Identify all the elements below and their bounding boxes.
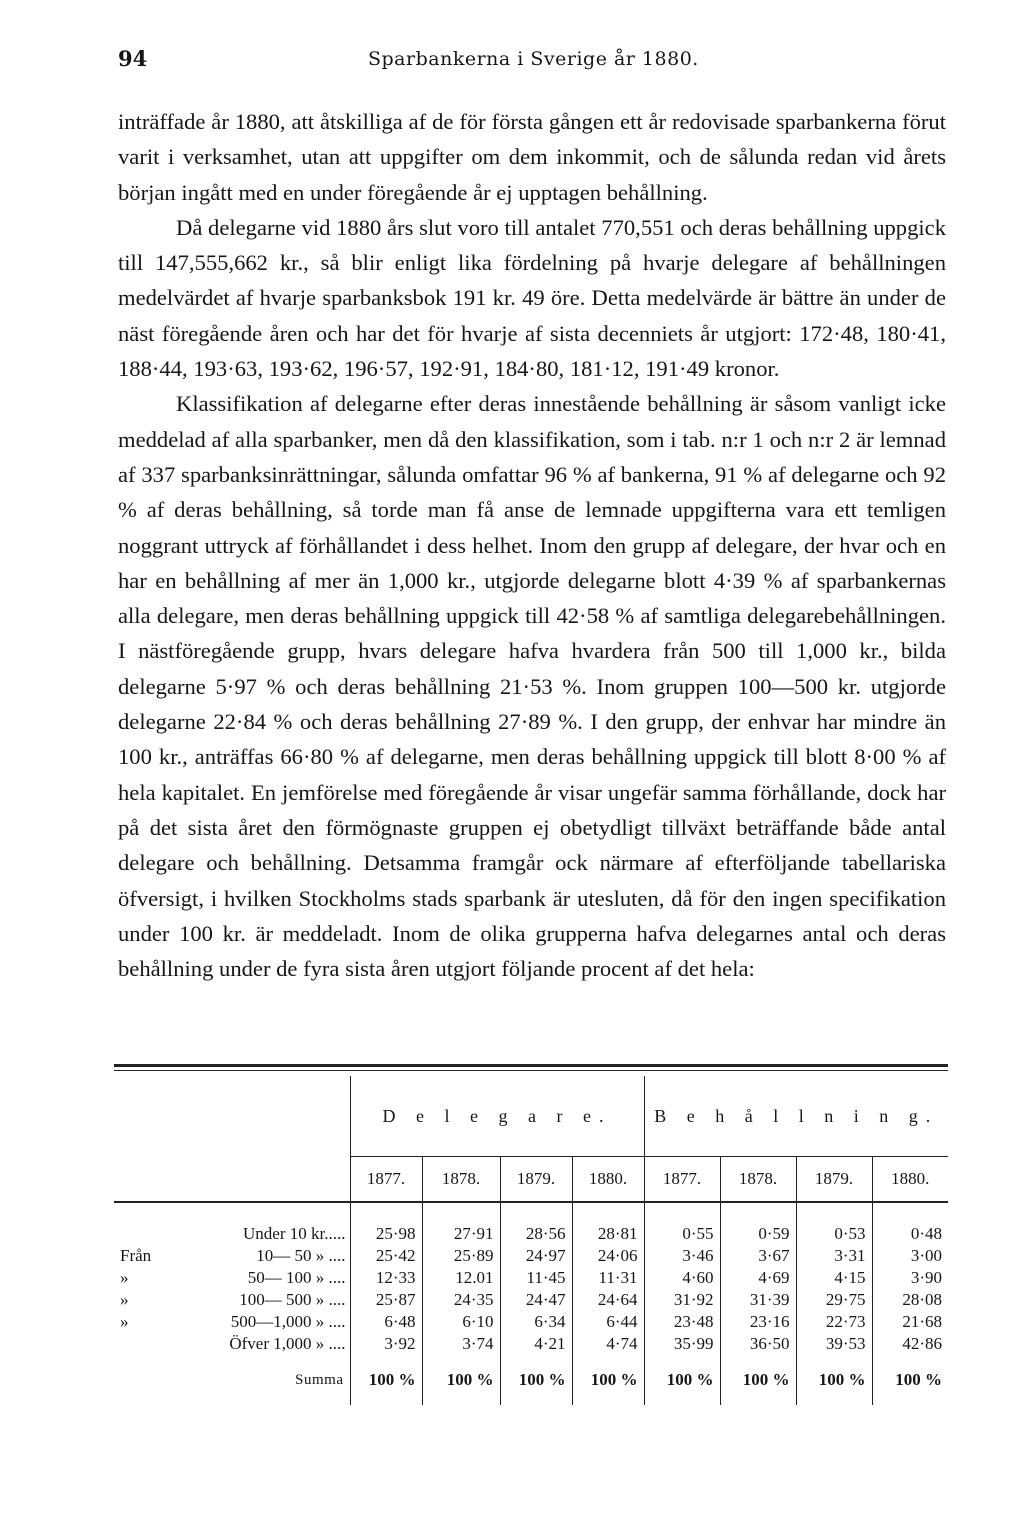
table-cell: 12·33 xyxy=(350,1267,422,1289)
row-label-text: 500—1,000 » .... xyxy=(230,1312,346,1331)
table-cell: 42·86 xyxy=(902,1334,942,1353)
table-cell: 6·34 xyxy=(500,1311,572,1333)
table-cell: 23·48 xyxy=(644,1311,720,1333)
table-cell: 0·59 xyxy=(720,1223,796,1245)
table-cell: 3·92 xyxy=(350,1333,422,1355)
table-cell: 3·46 xyxy=(644,1245,720,1267)
running-title: Sparbankerna i Sverige år 1880. xyxy=(368,48,699,70)
table-cell: 31·39 xyxy=(720,1289,796,1311)
row-label-text: 10— 50 » .... xyxy=(256,1246,346,1265)
row-label xyxy=(114,1289,350,1311)
year-header-row xyxy=(114,1157,948,1203)
table-cell: 3·00 xyxy=(910,1246,942,1265)
summa-cell: 100 % xyxy=(720,1355,796,1405)
summa-cell: 100 % xyxy=(500,1355,572,1405)
table-cell: 22·73 xyxy=(796,1311,872,1333)
table-row xyxy=(114,1267,948,1289)
page-header xyxy=(118,46,918,76)
table-cell: 28·56 xyxy=(500,1223,572,1245)
table-cell: 4·74 xyxy=(572,1333,644,1355)
paragraph-average: Då delegarne vid 1880 års slut voro till antalet 770,551 och deras behållning uppgick till 147,555,662 kr., så blir enligt lika fördelning på hvarje delegare af behållningen medelvärdet af hvarje sparbanksbok 191 kr. 49 öre. Detta medelvärde är bättre än under de näst föregående åren och har det för hvarje af sista decenniets år utgjort: 172·48, 180·41, 188·44, 193·63, 193·62, 196·57, 192·91, 184·80, 181·12, 191·49 kronor. xyxy=(118,214,946,382)
table-cell: 25·89 xyxy=(422,1245,500,1267)
paragraph-continuation: inträffade år 1880, att åtskilliga af de för första gången ett år redovisade sparbankerna förut varit i verksamhet, utan att uppgifter om dem inkommit, och de sålunda redan vid årets början ingått med en under föregående år ej upptagen behållning. xyxy=(118,109,946,205)
summa-cell: 100 % xyxy=(422,1355,500,1405)
row-label-text: Under 10 kr..... xyxy=(243,1224,346,1243)
table-cell: 6·10 xyxy=(422,1311,500,1333)
table-cell: 25·98 xyxy=(350,1223,422,1245)
table-top-rule xyxy=(114,1064,948,1067)
table-top-rule-thin xyxy=(114,1070,948,1071)
table-cell: 4·21 xyxy=(500,1333,572,1355)
row-label xyxy=(114,1311,350,1333)
table-cell: 29·75 xyxy=(796,1289,872,1311)
row-prefix: Från xyxy=(120,1246,152,1265)
row-prefix: » xyxy=(120,1290,129,1309)
table-cell: 28·08 xyxy=(902,1290,942,1309)
table-cell: 4·69 xyxy=(720,1267,796,1289)
year-header: 1878. xyxy=(720,1157,796,1203)
summa-cell: 100 % xyxy=(644,1355,720,1405)
stub-header xyxy=(114,1076,350,1157)
table-cell: 4·60 xyxy=(644,1267,720,1289)
table-cell: 0·48 xyxy=(910,1224,942,1243)
row-prefix: » xyxy=(120,1312,129,1331)
table-cell: 25·87 xyxy=(350,1289,422,1311)
stub-year-cell xyxy=(114,1157,350,1203)
table-cell: 11·45 xyxy=(500,1267,572,1289)
year-header: 1879. xyxy=(796,1157,872,1203)
table-cell: 12.01 xyxy=(422,1267,500,1289)
summa-label: Summa xyxy=(114,1355,350,1405)
table-cell: 3·67 xyxy=(720,1245,796,1267)
table-cell: 28·81 xyxy=(572,1223,644,1245)
table-cell: 6·44 xyxy=(572,1311,644,1333)
table-cell: 4·15 xyxy=(796,1267,872,1289)
table-cell: 6·48 xyxy=(350,1311,422,1333)
group-header-behallning: B e h å l l n i n g. xyxy=(654,1105,939,1126)
table-row xyxy=(114,1311,948,1333)
percentage-table xyxy=(114,1076,948,1405)
row-label-text: Öfver 1,000 » .... xyxy=(229,1334,346,1353)
table-cell: 39·53 xyxy=(796,1333,872,1355)
table-spacer xyxy=(114,1202,948,1223)
table-cell: 3·31 xyxy=(796,1245,872,1267)
row-label-text: 50— 100 » .... xyxy=(247,1268,346,1287)
table-cell: 27·91 xyxy=(422,1223,500,1245)
row-label xyxy=(114,1333,350,1355)
table-cell: 24·97 xyxy=(500,1245,572,1267)
table-cell: 3·74 xyxy=(422,1333,500,1355)
table-cell: 0·53 xyxy=(796,1223,872,1245)
row-label xyxy=(114,1245,350,1267)
year-header: 1877. xyxy=(350,1157,422,1203)
body-text xyxy=(118,104,946,986)
table-cell: 31·92 xyxy=(644,1289,720,1311)
table-cell: 11·31 xyxy=(572,1267,644,1289)
table-cell: 25·42 xyxy=(350,1245,422,1267)
table-cell: 0·55 xyxy=(644,1223,720,1245)
summa-row xyxy=(114,1355,948,1405)
table-cell: 24·64 xyxy=(572,1289,644,1311)
table-cell: 24·35 xyxy=(422,1289,500,1311)
table-cell: 3·90 xyxy=(910,1268,942,1287)
table-cell: 21·68 xyxy=(902,1312,942,1331)
table-row xyxy=(114,1333,948,1355)
summa-cell: 100 % xyxy=(796,1355,872,1405)
summa-cell: 100 % xyxy=(895,1370,942,1389)
year-header: 1879. xyxy=(500,1157,572,1203)
summa-cell: 100 % xyxy=(350,1355,422,1405)
year-header: 1880. xyxy=(572,1157,644,1203)
table-cell: 36·50 xyxy=(720,1333,796,1355)
group-header-row xyxy=(114,1076,948,1157)
table-cell: 23·16 xyxy=(720,1311,796,1333)
paragraph-classification: Klassifikation af delegarne efter deras innestående behållning är såsom vanligt icke meddelad af alla sparbanker, men då den klassifikation, som i tab. n:r 1 och n:r 2 är lemnad af 337 sparbanksinrättningar, sålunda omfattar 96 % af bankerna, 91 % af delegarne och 92 % af deras behållning, så torde man få anse de lemnade uppgifterna vara ett temligen noggrant uttryck af förhållandet i dess helhet. Inom den grupp af delegare, der hvar och en har en behållning af mer än 1,000 kr., utgjorde delegarne blott 4·39 % af sparbankernas alla delegare, men deras behållning uppgick till 42·58 % af samtliga delegarebehållningen. I nästföregående grupp, hvars delegare hafva hvardera från 500 till 1,000 kr., bilda delegarne 5·97 % och deras behållning 21·53 %. Inom gruppen 100—500 kr. utgjorde delegarne 22·84 % och deras behållning 27·89 %. I den grupp, der enhvar har mindre än 100 kr., anträffas 66·80 % af delegarne, men deras behållning uppgick till blott 8·00 % af hela kapitalet. En jemförelse med föregående år visar ungefär samma förhållande, dock har på det sista året den förmögnaste gruppen ej obetydligt tillväxt beträffande både antal delegare och behållning. Detsamma framgår ock närmare af efterföljande tabellariska öfversigt, i hvilken Stockholms stads sparbank är utesluten, då för den ingen specifikation under 100 kr. är meddeladt. Inom de olika grupperna hafva delegarnes antal och deras behållning under de fyra sista åren utgjort följande procent af det hela: xyxy=(118,391,946,982)
year-header: 1877. xyxy=(644,1157,720,1203)
row-label xyxy=(114,1223,350,1245)
group-header-delegare: D e l e g a r e. xyxy=(350,1076,644,1157)
table-row xyxy=(114,1245,948,1267)
row-prefix: » xyxy=(120,1268,129,1287)
table-cell: 24·47 xyxy=(500,1289,572,1311)
page-number: 94 xyxy=(118,46,148,71)
year-header: 1880. xyxy=(872,1157,948,1203)
row-label xyxy=(114,1267,350,1289)
table-cell: 24·06 xyxy=(572,1245,644,1267)
summa-cell: 100 % xyxy=(572,1355,644,1405)
table-cell: 35·99 xyxy=(644,1333,720,1355)
row-label-text: 100— 500 » .... xyxy=(239,1290,346,1309)
table-row xyxy=(114,1223,948,1245)
year-header: 1878. xyxy=(422,1157,500,1203)
table-row xyxy=(114,1289,948,1311)
